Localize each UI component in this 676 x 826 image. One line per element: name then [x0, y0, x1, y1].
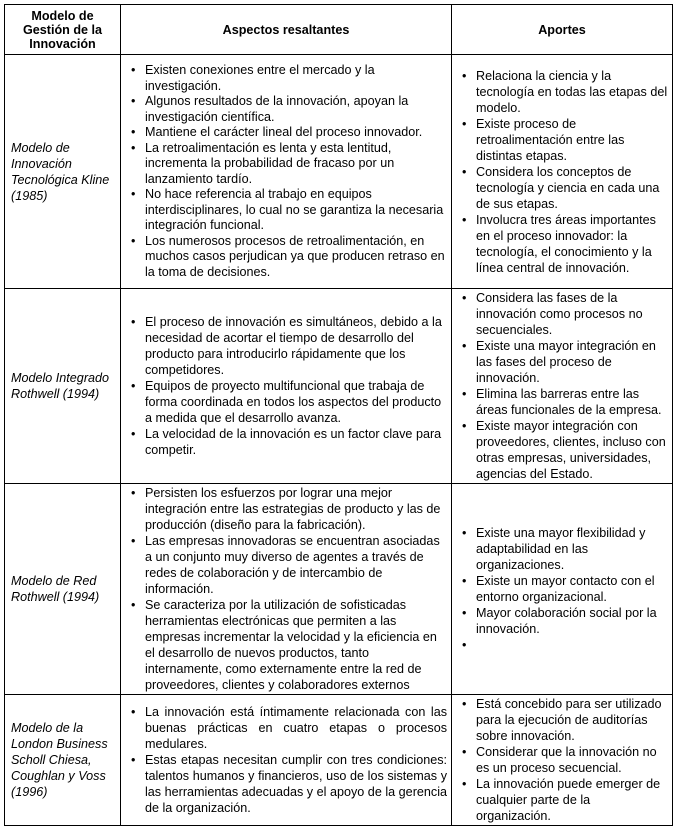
- list-item: • Mantiene el carácter lineal del proceso innovador.: [135, 125, 447, 141]
- list-item: • El proceso de innovación es simultáneos, debido a la necesidad de acortar el tiempo de desarrollo del producto para introducirlo rápidamente que los competidores.: [135, 314, 447, 378]
- header-row: [5, 5, 673, 55]
- list-item: • Existe una mayor integración en las fases del proceso de innovación.: [466, 338, 668, 386]
- contributions-cell: [452, 289, 673, 484]
- list-item: • Las empresas innovadoras se encuentran asociadas a un conjunto muy diverso de agentes a través de redes de colaboración y de intercambio de información.: [135, 533, 447, 597]
- table-row: [5, 695, 673, 826]
- aspects-cell: [121, 289, 452, 484]
- list-item: • La retroalimentación es lenta y esta lentitud, incrementa la probabilidad de fracaso por un lanzamiento tardío.: [135, 141, 447, 188]
- list-item: • Mayor colaboración social por la innovación.: [466, 605, 668, 637]
- contributions-cell: [452, 484, 673, 695]
- list-item: • Equipos de proyecto multifuncional que trabaja de forma coordinada en todos los aspectos del producto a medida que el desarrollo avanza.: [135, 378, 447, 426]
- list-item: • Los numerosos procesos de retroalimentación, en muchos casos perjudican ya que producen retraso en la toma de decisiones.: [135, 234, 447, 281]
- list-item: [466, 637, 668, 653]
- model-name: Modelo de Red Rothwell (1994): [5, 484, 121, 695]
- list-item: • Existe mayor integración con proveedores, clientes, incluso con otras empresas, universidades, agencias del Estado.: [466, 418, 668, 482]
- list-item: • Existen conexiones entre el mercado y la investigación.: [135, 63, 447, 94]
- model-name: Modelo de la London Business Scholl Chiesa, Coughlan y Voss (1996): [5, 695, 121, 826]
- list-item: • No hace referencia al trabajo en equipos interdisciplinares, lo cual no se garantiza la necesaria integración funcional.: [135, 187, 447, 234]
- contributions-cell: [452, 55, 673, 289]
- innovation-models-table: [4, 4, 673, 826]
- list-item: • Considera las fases de la innovación como procesos no secuenciales.: [466, 290, 668, 338]
- list-item: • Involucra tres áreas importantes en el proceso innovador: la tecnología, el conocimiento y la línea central de innovación.: [466, 212, 668, 276]
- list-item: • Considera los conceptos de tecnología y ciencia en cada una de sus etapas.: [466, 164, 668, 212]
- list-item: • Está concebido para ser utilizado para la ejecución de auditorías sobre innovación.: [466, 696, 668, 744]
- header-aspects: Aspectos resaltantes: [121, 5, 452, 55]
- list-item: • Elimina las barreras entre las áreas funcionales de la empresa.: [466, 386, 668, 418]
- list-item: • Existe proceso de retroalimentación entre las distintas etapas.: [466, 116, 668, 164]
- list-item: • Persisten los esfuerzos por lograr una mejor integración entre las estrategias de producto y las de producción (diseño para la fabricación).: [135, 485, 447, 533]
- list-item: • Existe un mayor contacto con el entorno organizacional.: [466, 573, 668, 605]
- model-name: Modelo de Innovación Tecnológica Kline (1985): [5, 55, 121, 289]
- table-row: [5, 484, 673, 695]
- header-contributions: Aportes: [452, 5, 673, 55]
- list-item: • La innovación puede emerger de cualquier parte de la organización.: [466, 776, 668, 824]
- list-item: • Algunos resultados de la innovación, apoyan la investigación científica.: [135, 94, 447, 125]
- table-row: [5, 55, 673, 289]
- aspects-cell: [121, 484, 452, 695]
- list-item: • Estas etapas necesitan cumplir con tres condiciones: talentos humanos y financieros, uso de los sistemas y las herramientas adecuadas y el apoyo de la gerencia de la organización.: [135, 752, 447, 816]
- list-item: • Existe una mayor flexibilidad y adaptabilidad en las organizaciones.: [466, 525, 668, 573]
- aspects-cell: [121, 695, 452, 826]
- list-item: • Se caracteriza por la utilización de sofisticadas herramientas electrónicas que permiten a las empresas incrementar la velocidad y la eficiencia en el desarrollo de nuevos productos, tanto internamente, como externamente entre la red de proveedores, clientes y colaboradores externos: [135, 597, 447, 693]
- list-item: • Considerar que la innovación no es un proceso secuencial.: [466, 744, 668, 776]
- header-model: Modelo de Gestión de la Innovación: [5, 5, 121, 55]
- list-item: • La innovación está íntimamente relacionada con las buenas prácticas en cuatro etapas o procesos medulares.: [135, 704, 447, 752]
- aspects-cell: [121, 55, 452, 289]
- model-name: Modelo Integrado Rothwell (1994): [5, 289, 121, 484]
- contributions-cell: [452, 695, 673, 826]
- list-item: • Relaciona la ciencia y la tecnología en todas las etapas del modelo.: [466, 68, 668, 116]
- table-row: [5, 289, 673, 484]
- list-item: • La velocidad de la innovación es un factor clave para competir.: [135, 426, 447, 458]
